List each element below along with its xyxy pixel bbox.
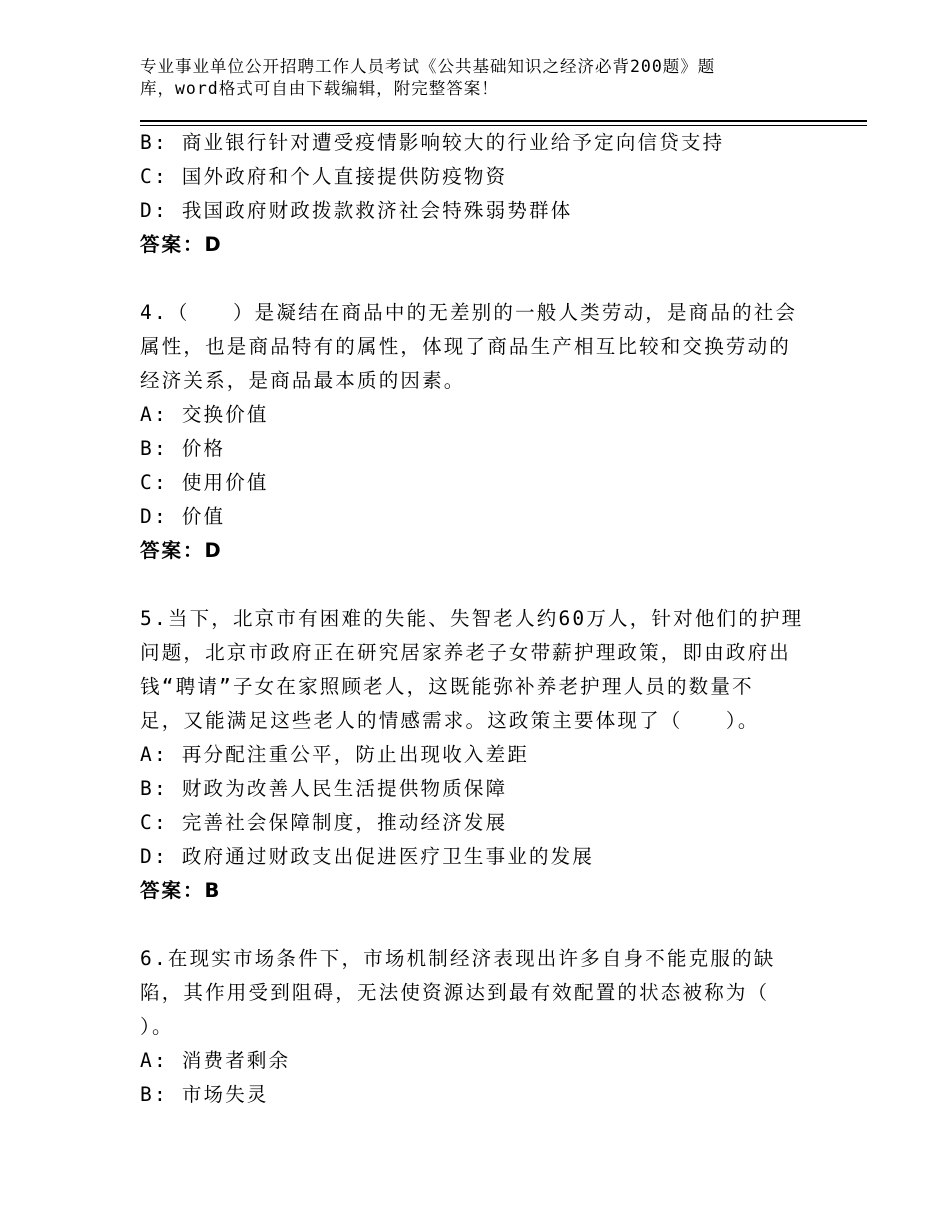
option-b: B: 商业银行针对遭受疫情影响较大的行业给予定向信贷支持	[140, 131, 725, 154]
question-stem-line: 陷，其作用受到阻碍，无法使资源达到最有效配置的状态被称为（	[140, 981, 770, 1004]
option-c: C: 使用价值	[140, 471, 269, 494]
answer-line: 答案：D	[140, 539, 223, 562]
question-stem-line: 足，又能满足这些老人的情感需求。这政策主要体现了（ ）。	[140, 709, 760, 732]
option-d: D: 价值	[140, 505, 226, 528]
question-stem-line: 5.当下，北京市有困难的失能、失智老人约60万人，针对他们的护理	[140, 607, 804, 630]
question-5	[140, 602, 830, 908]
question-stem-line: 6.在现实市场条件下，市场机制经济表现出许多自身不能克服的缺	[140, 947, 776, 970]
question-spacer	[140, 262, 830, 296]
question-spacer	[140, 568, 830, 602]
option-d: D: 政府通过财政支出促进医疗卫生事业的发展	[140, 845, 595, 868]
header-rule-thick	[140, 120, 867, 122]
option-b: B: 市场失灵	[140, 1083, 269, 1106]
option-b: B: 价格	[140, 437, 226, 460]
question-spacer	[140, 908, 830, 942]
question-stem-line: 经济关系，是商品最本质的因素。	[140, 369, 466, 392]
question-4	[140, 296, 830, 568]
option-c: C: 完善社会保障制度，推动经济发展	[140, 811, 508, 834]
question-stem-line: 问题，北京市政府正在研究居家养老子女带薪护理政策，即由政府出	[140, 641, 792, 664]
option-a: A: 交换价值	[140, 403, 269, 426]
question-stem-line: 钱“聘请”子女在家照顾老人，这既能弥补养老护理人员的数量不	[140, 675, 754, 698]
option-a: A: 消费者剩余	[140, 1049, 291, 1072]
option-b: B: 财政为改善人民生活提供物质保障	[140, 777, 508, 800]
answer-line: 答案：B	[140, 879, 222, 902]
document-body	[140, 126, 830, 1112]
question-3-continuation	[140, 126, 830, 262]
header-title-line-1: 专业事业单位公开招聘工作人员考试《公共基础知识之经济必背200题》题	[140, 57, 716, 76]
question-stem-line: 4.（ ）是凝结在商品中的无差别的一般人类劳动，是商品的社会	[140, 301, 798, 324]
question-6	[140, 942, 830, 1112]
option-c: C: 国外政府和个人直接提供防疫物资	[140, 165, 508, 188]
header-title-line-2: 库，word格式可自由下载编辑，附完整答案！	[140, 79, 499, 98]
option-d: D: 我国政府财政拨款救济社会特殊弱势群体	[140, 199, 573, 222]
answer-line: 答案：D	[140, 233, 223, 256]
document-header	[140, 56, 830, 100]
question-stem-line: 属性，也是商品特有的属性，体现了商品生产相互比较和交换劳动的	[140, 335, 792, 358]
option-a: A: 再分配注重公平，防止出现收入差距	[140, 743, 530, 766]
question-stem-line: ）。	[140, 1015, 174, 1038]
